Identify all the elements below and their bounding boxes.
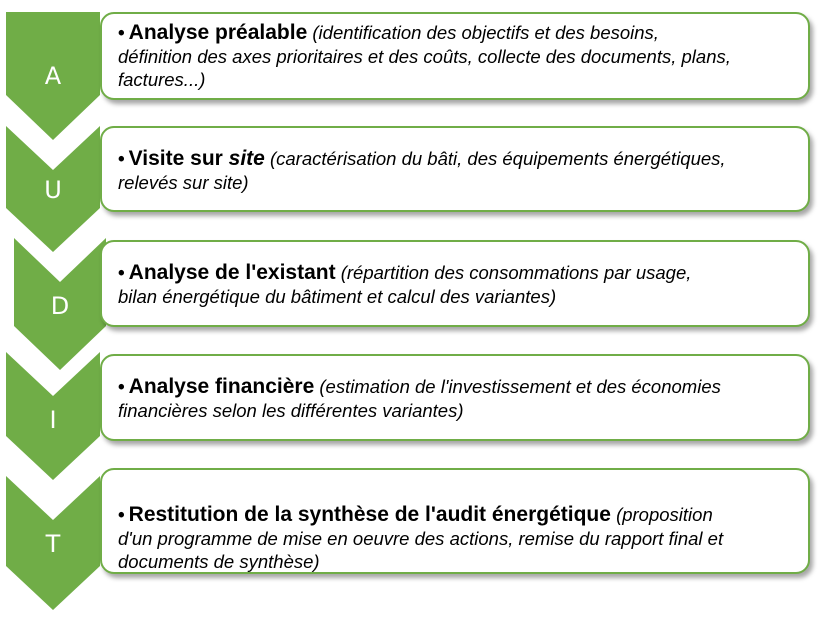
bullet-icon: •: [118, 505, 125, 526]
step-letter: U: [44, 176, 62, 204]
step-detail-line: documents de synthèse): [118, 551, 320, 572]
step-box: [100, 354, 810, 441]
step-title: Visite sur: [128, 147, 229, 170]
step-title: Analyse préalable: [128, 21, 308, 44]
step-box: [100, 468, 810, 574]
step-detail-line: définition des axes prioritaires et des coûts, collecte des documents, plans,: [118, 46, 731, 67]
step-title-emphasis: site: [228, 147, 265, 170]
step-letter: D: [50, 292, 70, 320]
bullet-icon: •: [118, 23, 125, 44]
step-detail-line: (caractérisation du bâti, des équipements énergétiques,: [269, 148, 726, 169]
step-title: Restitution de la synthèse de l'audit énergétique: [128, 503, 611, 526]
step-box: [100, 240, 810, 327]
bullet-icon: •: [118, 149, 125, 170]
step-letter: T: [45, 530, 61, 558]
step-box: [100, 126, 810, 212]
step-detail-line: financières selon les différentes variantes): [118, 400, 464, 421]
bullet-icon: •: [118, 377, 125, 398]
step-detail-line: factures...): [118, 69, 206, 90]
step-title: Analyse financière: [128, 375, 315, 398]
step-title: Analyse de l'existant: [128, 261, 336, 284]
bullet-icon: •: [118, 263, 125, 284]
step-letter: I: [49, 406, 57, 434]
step-detail-line: d'un programme de mise en oeuvre des actions, remise du rapport final et: [118, 528, 724, 549]
step-detail-line: (répartition des consommations par usage,: [340, 262, 692, 283]
step-box: [100, 12, 810, 100]
step-detail-line: relevés sur site): [118, 172, 249, 193]
step-detail-line: (identification des objectifs et des besoins,: [312, 22, 659, 43]
step-letter: A: [44, 62, 62, 90]
step-detail-line: (proposition: [616, 504, 713, 525]
step-detail-line: bilan énergétique du bâtiment et calcul des variantes): [118, 286, 557, 307]
step-detail-line: (estimation de l'investissement et des économies: [319, 376, 721, 397]
chevron-arrow-t: [0, 0, 110, 617]
